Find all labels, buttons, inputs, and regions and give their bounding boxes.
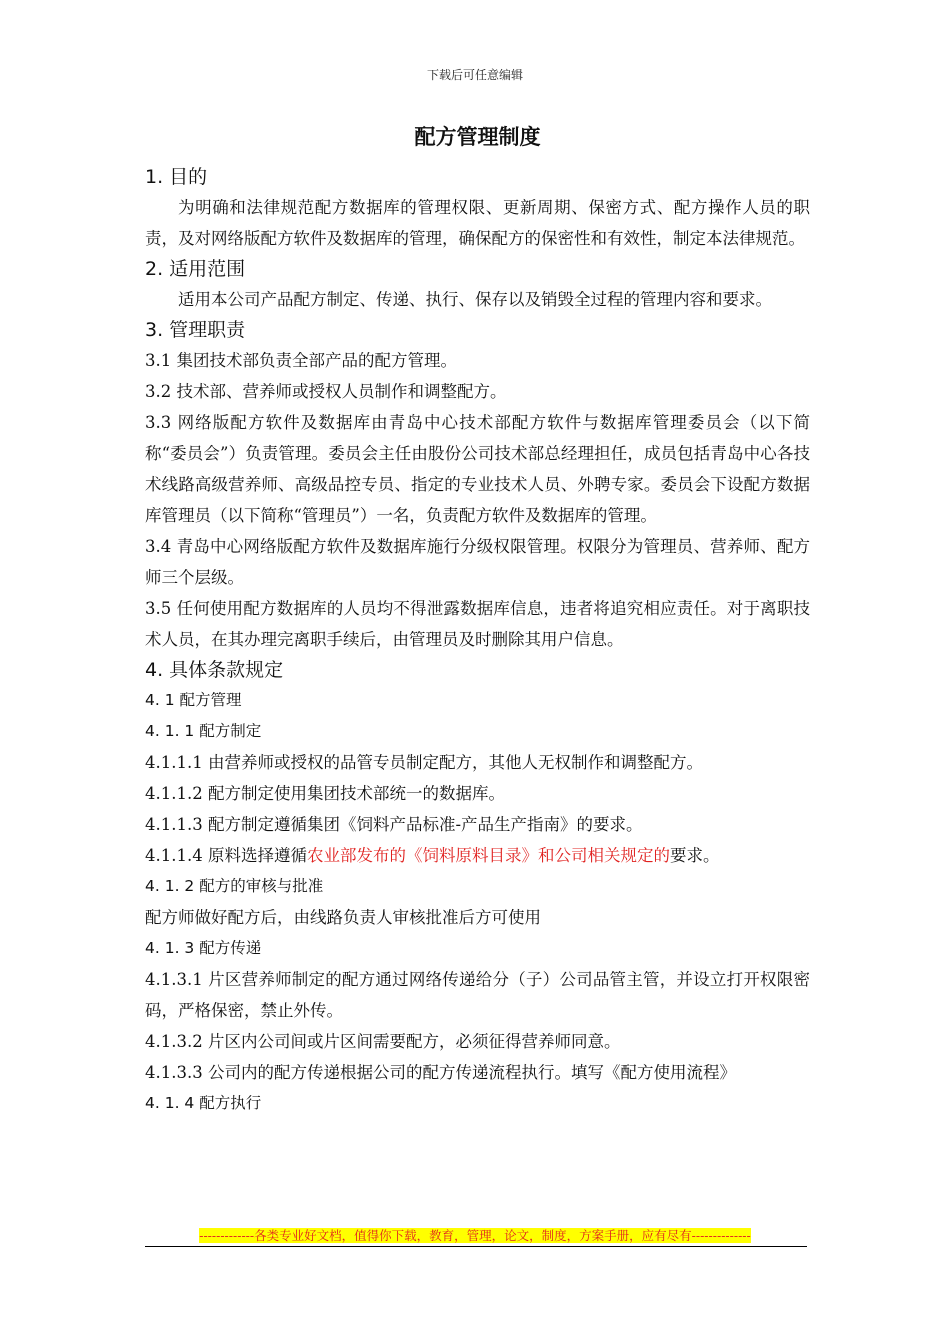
document-body xyxy=(145,120,810,1119)
clause-3-5: 3.5 任何使用配方数据库的人员均不得泄露数据库信息，违者将追究相应责任。对于离职技术人员，在其办理完离职手续后，由管理员及时删除其用户信息。 xyxy=(145,599,810,649)
section-1-body: 为明确和法律规范配方数据库的管理权限、更新周期、保密方式、配方操作人员的职责，及对网络版配方软件及数据库的管理，确保配方的保密性和有效性，制定本法律规范。 xyxy=(145,198,810,248)
section-2-heading: 2. 适用范围 xyxy=(145,258,246,280)
section-3-heading: 3. 管理职责 xyxy=(145,319,246,341)
section-1-heading: 1. 目的 xyxy=(145,166,208,188)
section-4-1-1-heading: 4. 1. 1 配方制定 xyxy=(145,722,262,740)
section-4-1-3-heading: 4. 1. 3 配方传递 xyxy=(145,939,262,957)
section-4-heading: 4. 具体条款规定 xyxy=(145,659,284,681)
clause-3-1: 3.1 集团技术部负责全部产品的配方管理。 xyxy=(145,351,457,370)
section-4-1-heading: 4. 1 配方管理 xyxy=(145,691,242,709)
clause-4-1-1-4-suffix: 要求。 xyxy=(669,846,720,865)
section-4-1-4-heading: 4. 1. 4 配方执行 xyxy=(145,1094,262,1112)
header-note: 下载后可任意编辑 xyxy=(426,68,523,82)
clause-3-2: 3.2 技术部、营养师或授权人员制作和调整配方。 xyxy=(145,382,507,401)
clause-4-1-1-1: 4.1.1.1 由营养师或授权的品管专员制定配方，其他人无权制作和调整配方。 xyxy=(145,753,703,772)
footer-banner-text: -------------各类专业好文档，值得你下载，教育，管理，论文，制度，方案手册，应有尽有-------------- xyxy=(199,1228,751,1243)
footer-banner xyxy=(0,1226,950,1244)
clause-3-4: 3.4 青岛中心网络版配方软件及数据库施行分级权限管理。权限分为管理员、营养师、配方师三个层级。 xyxy=(145,537,810,587)
clause-4-1-3-3: 4.1.3.3 公司内的配方传递根据公司的配方传递流程执行。填写《配方使用流程》 xyxy=(145,1063,736,1082)
document-title: 配方管理制度 xyxy=(414,125,541,149)
clause-4-1-1-4-prefix: 4.1.1.4 原料选择遵循 xyxy=(145,846,307,865)
clause-3-3: 3.3 网络版配方软件及数据库由青岛中心技术部配方软件与数据库管理委员会（以下简称“委员会”）负责管理。委员会主任由股份公司技术部总经理担任，成员包括青岛中心各技术线路高级营养师、高级品控专员、指定的专业技术人员、外聘专家。委员会下设配方数据库管理员（以下简称“管理员”）一名，负责配方软件及数据库的管理。 xyxy=(145,413,810,525)
clause-4-1-1-2: 4.1.1.2 配方制定使用集团技术部统一的数据库。 xyxy=(145,784,505,803)
clause-4-1-2: 配方师做好配方后，由线路负责人审核批准后方可使用 xyxy=(145,908,541,927)
clause-4-1-3-1: 4.1.3.1 片区营养师制定的配方通过网络传递给分（子）公司品管主管，并设立打开权限密码，严格保密，禁止外传。 xyxy=(145,970,810,1020)
section-4-1-2-heading: 4. 1. 2 配方的审核与批准 xyxy=(145,877,324,895)
section-2-body: 适用本公司产品配方制定、传递、执行、保存以及销毁全过程的管理内容和要求。 xyxy=(178,290,772,309)
clause-4-1-1-3: 4.1.1.3 配方制定遵循集团《饲料产品标准-产品生产指南》的要求。 xyxy=(145,815,643,834)
footer-divider xyxy=(145,1246,807,1247)
clause-4-1-1-4 xyxy=(145,840,810,871)
clause-4-1-1-4-highlight: 农业部发布的《饲料原料目录》和公司相关规定的 xyxy=(306,846,670,865)
clause-4-1-3-2: 4.1.3.2 片区内公司间或片区间需要配方，必须征得营养师同意。 xyxy=(145,1032,621,1051)
